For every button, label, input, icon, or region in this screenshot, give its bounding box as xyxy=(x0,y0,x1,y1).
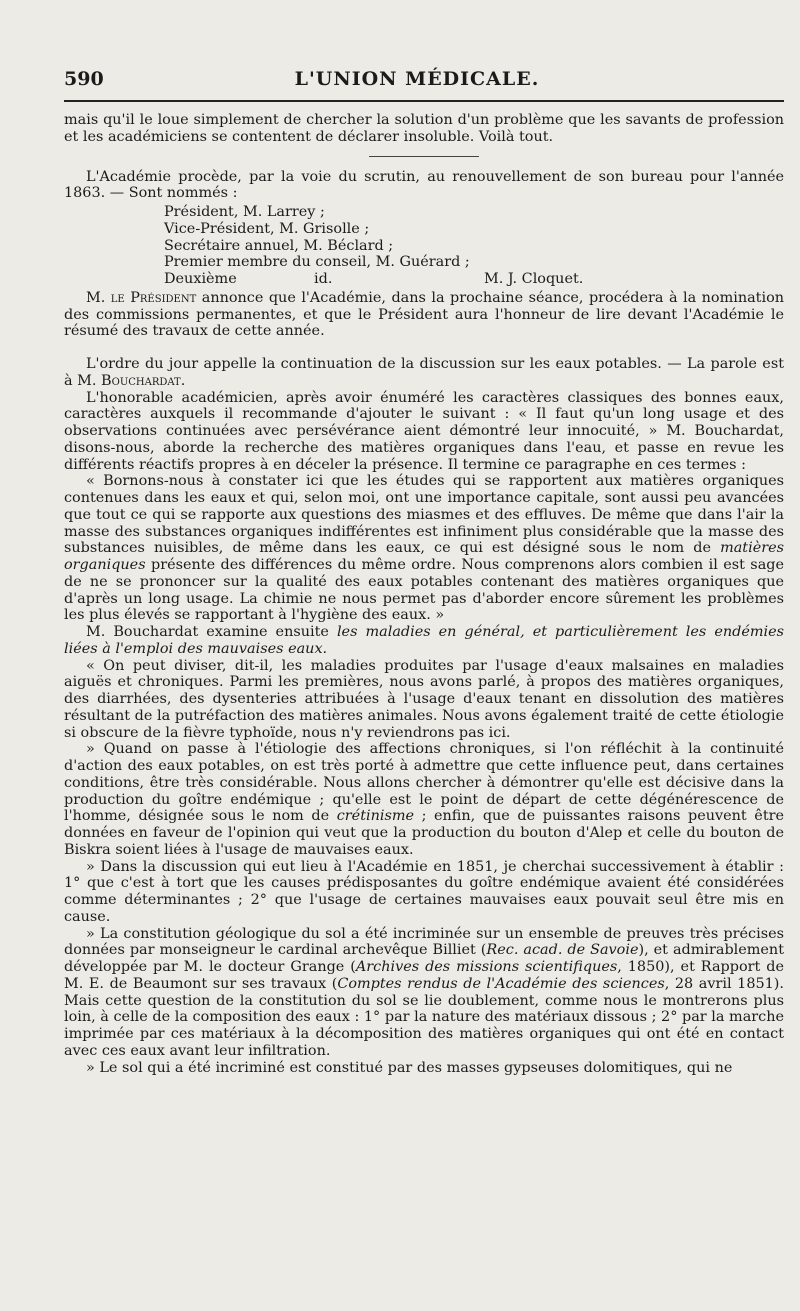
speaker-name: M. Bouchardat xyxy=(77,372,181,389)
paragraph-constitution: » La constitution géologique du sol a été incriminée sur un ensemble de preuves très précises données par monseigneur le cardinal archevêque Billiet (Rec. acad. de Savoie), et admirablement développée par M. le docteur Grange (Archives des missions scientifiques, 1850), et Rapport de M. E. de Beaumont sur ses travaux (Comptes rendus de l'Académie des sciences, 28 avril 1851). Mais cette question de la constitution du sol se lie doublement, comme nous le montrerons plus loin, à celle de la composition des eaux : 1° par la nature des matériaux dissous ; 2° par la marche imprimée par ces matériaux à la décomposition des matières organiques qui ont été en contact avec ces eaux avant leur infiltration. xyxy=(64,925,784,1059)
officer-president xyxy=(164,204,704,221)
officer-vice-president xyxy=(164,221,704,238)
page-header xyxy=(64,60,770,94)
officer-second-member xyxy=(164,271,704,288)
paragraph-quand: » Quand on passe à l'étiologie des affections chroniques, si l'on réfléchit à la continuité d'action des eaux potables, on est très porté à admettre que cette influence peut, dans certaines conditions, être très considérable. Nous allons chercher à démontrer qu'elle est décisive dans la production du goître endémique ; qu'elle est le point de départ de cette dégénérescence de l'homme, désignée sous le nom de crétinisme ; enfin, que de puissantes raisons peuvent être données en faveur de l'opinion qui veut que la production du bouton d'Alep et celle du bouton de Biskra soient liées à l'usage de mauvaises eaux. xyxy=(64,741,784,858)
paragraph-honorable: L'honorable académicien, après avoir énuméré les caractères classiques des bonnes eaux, caractères auxquels il recommande d'ajouter le suivant : « Il faut qu'un long usage et des observations continuées avec persévérance aient démontré leur innocuité, » M. Bouchardat, disons-nous, aborde la recherche des matières organiques dans l'eau, et passe en revue les différents réactifs propres à en déceler la présence. Il termine ce paragraphe en ces termes : xyxy=(64,389,784,473)
paragraph-intro: mais qu'il le loue simplement de chercher la solution d'un problème que les savants de profession et les académiciens se contentent de déclarer insoluble. Voilà tout. xyxy=(64,112,784,145)
officers-list xyxy=(164,204,784,288)
page-number: 590 xyxy=(64,68,104,90)
officer-secretary xyxy=(164,238,704,255)
officer-line: Président, M. Larrey ; xyxy=(164,204,325,220)
officer-line: Premier membre du conseil, M. Guérard ; xyxy=(164,254,470,271)
header-rule xyxy=(64,100,784,102)
officer-name: M. J. Cloquet. xyxy=(484,271,584,287)
running-title: L'UNION MÉDICALE. xyxy=(294,68,540,90)
officer-line: Vice-Président, M. Grisolle ; xyxy=(164,220,370,237)
paragraph-bornons: « Bornons-nous à constater ici que les études qui se rapportent aux matières organiques contenues dans les eaux et qui, selon moi, ont une importance capitale, sont aussi peu avancées que tout ce qui se rapporte aux questions des miasmes et des effluves. De même que dans l'air la masse des substances organiques indifférentes est infiniment plus considérable que la masse des substances nuisibles, de même dans les eaux, ce qui est désigné sous le nom de matières organiques présente des différences du même ordre. Nous comprenons alors combien il est sage de ne se prononcer sur la qualité des eaux potables contenant des matières organiques que d'après un long usage. La chimie ne nous permet pas d'aborder encore sûrement les problèmes les plus élevés se rapportant à l'hygiène des eaux. » xyxy=(64,473,784,624)
officer-first-member xyxy=(164,254,704,271)
officer-line: Secrétaire annuel, M. Béclard ; xyxy=(164,237,394,254)
paragraph-examine: M. Bouchardat examine ensuite les maladies en général, et particulièrement les endémies liées à l'emploi des mauvaises eaux. xyxy=(64,624,785,657)
paragraph-scrutin: L'Académie procède, par la voie du scrutin, au renouvellement de son bureau pour l'année 1863. — Sont nommés : xyxy=(64,168,784,202)
paragraph-sol: » Le sol qui a été incriminé est constitué par des masses gypseuses dolomitiques, qui ne xyxy=(86,1059,733,1076)
president-lead: M. le Président xyxy=(86,289,197,306)
paragraph-diviser: « On peut diviser, dit-il, les maladies produites par l'usage d'eaux malsaines en maladies aiguës et chroniques. Parmi les premières, nous avons parlé, à propos des matières organiques, des diarrhées, des dysenteries attribuées à l'usage d'eaux tenant en dissolution des matières résultant de la putréfaction des matières animales. Nous avons également traité de cette étiologie si obscure de la fièvre typhoïde, nous n'y reviendrons pas ici. xyxy=(64,657,784,741)
officer-role: Deuxième xyxy=(164,271,237,287)
paragraph-discussion: » Dans la discussion qui eut lieu à l'Académie en 1851, je cherchai successivement à établir : 1° que c'est à tort que les causes prédisposantes du goître endémique avaient été considérées comme déterminantes ; 2° que l'usage de certaines mauvaises eaux pouvait seul être mis en cause. xyxy=(64,858,784,925)
section-separator xyxy=(369,156,479,157)
paragraph-ordre: L'ordre du jour appelle la continuation de la discussion sur les eaux potables. — La parole est à M. Bouchardat. xyxy=(64,356,784,389)
paragraph-president: M. le Président annonce que l'Académie, dans la prochaine séance, procédera à la nomination des commissions permanentes, et que le Président aura l'honneur de lire devant l'Académie le résumé des travaux de cette année. xyxy=(64,289,785,340)
paragraph-gap xyxy=(64,340,784,356)
article-body xyxy=(64,112,784,1076)
officer-id: id. xyxy=(314,271,333,287)
